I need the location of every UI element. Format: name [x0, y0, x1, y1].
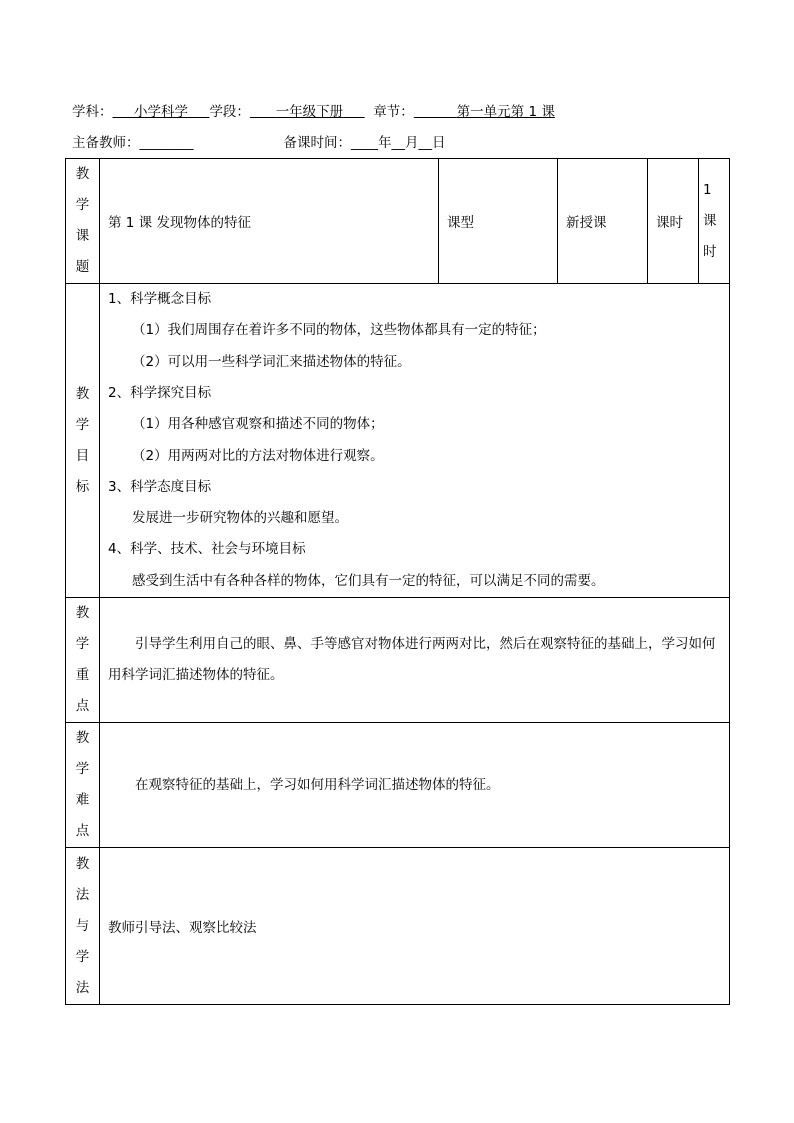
methods-row: [66, 848, 730, 1005]
objective-item-2-2: （2）用两两对比的方法对物体进行观察。: [132, 447, 384, 464]
difficulties-label: 教 学 难 点: [66, 723, 100, 848]
objective-item-1-2: （2）可以用一些科学词汇来描述物体的特征。: [132, 353, 411, 370]
lesson-type-value: 新授课: [558, 159, 648, 284]
month-blank: __: [391, 135, 405, 151]
year-blank: ____: [351, 135, 378, 151]
objective-item-2-1: （1）用各种感官观察和描述不同的物体；: [132, 416, 384, 433]
teacher-label: 主备教师：: [72, 135, 140, 151]
month-label: 月: [405, 135, 419, 151]
difficulties-row: [66, 723, 730, 848]
topic-value: 第 1 课 发现物体的特征: [100, 159, 439, 284]
subject-label: 学科：: [72, 104, 113, 120]
topic-row: [66, 159, 730, 284]
objective-item-3: 发展进一步研究物体的兴趣和愿望。: [132, 510, 348, 527]
objective-heading-3: 3、科学态度目标: [108, 478, 212, 495]
key-points-row: [66, 598, 730, 723]
objective-heading-4: 4、科学、技术、社会与环境目标: [108, 541, 306, 558]
class-hours-label: 课时: [648, 159, 699, 284]
key-points-content: 引导学生利用自己的眼、鼻、手等感官对物体进行两两对比，然后在观察特征的基础上，学习如何用科学词汇描述物体的特征。: [100, 598, 730, 723]
objective-heading-2: 2、科学探究目标: [108, 384, 212, 401]
objectives-content: [100, 284, 730, 598]
key-points-label: 教 学 重 点: [66, 598, 100, 723]
topic-label: 教 学 课 题: [66, 159, 100, 284]
objective-item-1-1: （1）我们周围存在着许多不同的物体，这些物体都具有一定的特征；: [132, 322, 546, 339]
methods-label: 教 法 与 学 法: [66, 848, 100, 1005]
class-hours-value: 1 课 时: [699, 159, 730, 284]
objectives-row: [66, 284, 730, 598]
lesson-plan-table: [65, 158, 730, 1005]
prep-time-label: 备课时间：: [283, 135, 351, 151]
header-line-2: [72, 133, 446, 153]
grade-value: 一年级下册: [275, 104, 344, 120]
objectives-label: 教 学 目 标: [66, 284, 100, 598]
chapter-label: 章节：: [373, 104, 414, 120]
grade-label: 学段：: [209, 104, 250, 120]
lesson-type-label: 课型: [439, 159, 558, 284]
difficulties-content: 在观察特征的基础上，学习如何用科学词汇描述物体的特征。: [100, 723, 730, 848]
subject-value: 小学科学: [133, 104, 188, 120]
teacher-blank: ________: [139, 135, 194, 151]
methods-content: 教师引导法、观察比较法: [100, 848, 730, 1005]
year-label: 年: [378, 135, 392, 151]
day-label: 日: [432, 135, 446, 151]
objective-item-4: 感受到生活中有各种各样的物体，它们具有一定的特征，可以满足不同的需要。: [132, 572, 605, 589]
chapter-value: 第一单元第 1 课: [456, 104, 555, 120]
day-blank: __: [418, 135, 432, 151]
header-line-1: [72, 102, 555, 122]
objective-heading-1: 1、科学概念目标: [108, 291, 212, 308]
